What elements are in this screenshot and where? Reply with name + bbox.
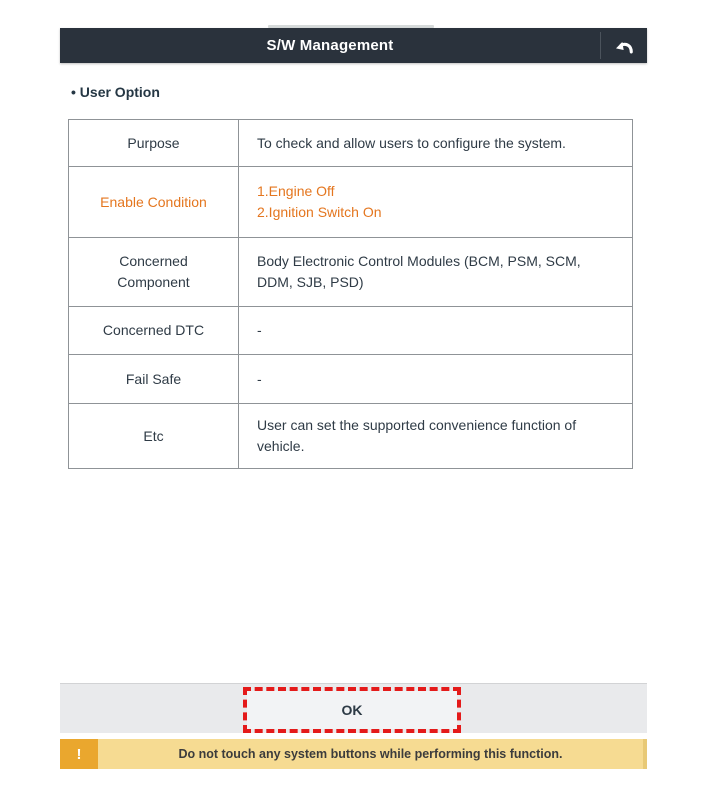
user-option-table <box>68 119 633 469</box>
title-bar <box>60 28 647 63</box>
table-row-concerned-dtc <box>69 307 632 355</box>
row-value: - <box>257 370 262 387</box>
row-label: Concerned Component <box>69 238 239 306</box>
row-label: Purpose <box>69 120 239 166</box>
ok-button-highlight <box>243 687 461 733</box>
row-label: Concerned DTC <box>69 307 239 354</box>
table-row-fail-safe <box>69 355 632 404</box>
page-title: S/W Management <box>266 37 394 54</box>
exclamation-icon: ! <box>60 739 98 769</box>
back-button[interactable] <box>601 28 647 63</box>
enable-condition-line-1: 1.Engine Off <box>257 183 335 199</box>
warning-text: Do not touch any system buttons while performing this function. <box>178 747 563 761</box>
row-value: User can set the supported convenience function of vehicle. <box>257 417 577 454</box>
section-label-user-option: • User Option <box>71 84 160 100</box>
table-row-purpose <box>69 120 632 167</box>
ok-button[interactable]: OK <box>247 691 457 729</box>
table-row-etc <box>69 404 632 468</box>
row-label: Fail Safe <box>69 355 239 403</box>
row-label: Etc <box>69 404 239 468</box>
warning-bar <box>60 739 647 769</box>
row-label: Enable Condition <box>69 167 239 237</box>
return-arrow-icon <box>613 36 635 56</box>
row-value: Body Electronic Control Modules (BCM, PSM, SCM, DDM, SJB, PSD) <box>257 253 581 290</box>
row-value: - <box>257 322 262 338</box>
enable-condition-line-2: 2.Ignition Switch On <box>257 204 382 220</box>
table-row-enable-condition <box>69 167 632 238</box>
table-row-concerned-component <box>69 238 632 307</box>
row-value <box>239 167 632 237</box>
row-value: To check and allow users to configure the system. <box>257 134 566 151</box>
footer-button-bar <box>60 683 647 733</box>
